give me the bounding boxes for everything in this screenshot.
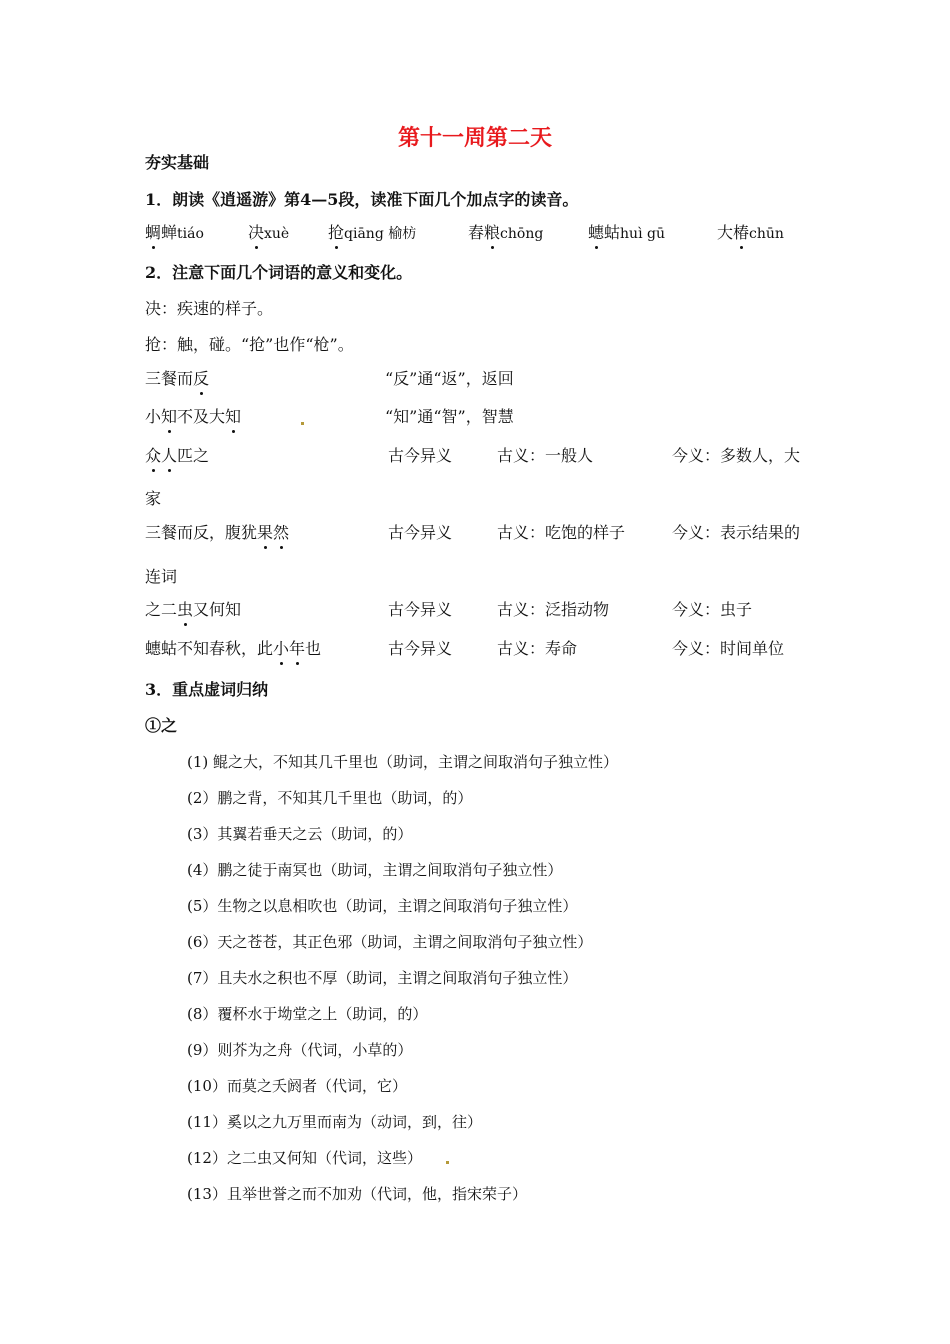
page-title: 第十一周第二天 [397,125,552,151]
word-row-old-meaning: 古义：吃饱的样子 [497,523,626,542]
list-item: (12）之二虫又何知（代词，这些） [187,1149,422,1167]
word-row-phrase: 之二虫又何知 [145,600,242,619]
list-item: (7）且夫水之积也不厚（助词，主谓之间取消句子独立性） [187,969,578,987]
q2-heading: 2．注意下面几个词语的意义和变化。 [145,263,413,282]
pron-word-2: 决xuè [248,223,290,242]
word-row-type: 古今异义 [388,600,453,619]
q1-heading: 1．朗读《逍遥游》第4—5段，读准下面几个加点字的读音。 [145,190,579,209]
pron-word-1: 蜩蝉tiáo [145,223,204,242]
word-row-new-meaning: 今义：多数人，大 [672,446,801,465]
word-row-old-meaning: 古义：一般人 [497,446,594,465]
word-row-continuation: 家 [145,489,162,508]
q3-subheading: ①之 [145,716,178,735]
word-row-phrase: 三餐而反 [145,369,210,388]
list-item: (10）而莫之夭阏者（代词，它） [187,1077,407,1095]
stray-mark [446,1161,449,1164]
list-item: (5）生物之以息相吹也（助词，主谓之间取消句子独立性） [187,897,578,915]
q3-heading: 3．重点虚词归纳 [145,680,269,699]
word-row-phrase: 众人匹之 [145,446,210,465]
word-row-old-meaning: 古义：泛指动物 [497,600,610,619]
word-row-type: 古今异义 [388,639,453,658]
word-row-type: 古今异义 [388,523,453,542]
word-row-continuation: 连词 [145,567,178,586]
pron-word-5: 蟪蛄huì gū [588,223,665,242]
list-item: (3）其翼若垂天之云（助词，的） [187,825,413,843]
section-heading: 夯实基础 [145,153,210,172]
definition-jue: 决：疾速的样子。 [145,299,274,318]
stray-mark [301,422,304,425]
word-row-new-meaning: 今义：时间单位 [672,639,785,658]
word-row-type: “反”通“返”，返回 [385,369,514,388]
pron-word-3: 抢qiāng 榆枋 [328,223,417,242]
word-row-phrase: 小知不及大知 [145,407,242,426]
word-row-new-meaning: 今义：虫子 [672,600,753,619]
list-item: (13）且举世誉之而不加劝（代词，他，指宋荣子） [187,1185,527,1203]
word-row-type: 古今异义 [388,446,453,465]
definition-qiang: 抢：触，碰。“抢”也作“枪”。 [145,335,354,354]
list-item: (6）天之苍苍，其正色邪（助词，主谓之间取消句子独立性） [187,933,593,951]
word-row-old-meaning: 古义：寿命 [497,639,578,658]
list-item: (1) 鲲之大，不知其几千里也（助词，主谓之间取消句子独立性） [187,753,619,771]
list-item: (4）鹏之徒于南冥也（助词，主谓之间取消句子独立性） [187,861,563,879]
list-item: (9）则芥为之舟（代词，小草的） [187,1041,413,1059]
pron-word-6: 大椿chūn [717,223,784,242]
word-row-phrase: 三餐而反，腹犹果然 [145,523,290,542]
word-row-type: “知”通“智”，智慧 [385,407,514,426]
list-item: (11）奚以之九万里而南为（动词，到，往） [187,1113,482,1131]
word-row-new-meaning: 今义：表示结果的 [672,523,801,542]
word-row-phrase: 蟪蛄不知春秋，此小年也 [145,639,322,658]
list-item: (2）鹏之背，不知其几千里也（助词，的） [187,789,473,807]
list-item: (8）覆杯水于坳堂之上（助词，的） [187,1005,428,1023]
pron-word-4: 舂粮chōng [468,223,544,242]
